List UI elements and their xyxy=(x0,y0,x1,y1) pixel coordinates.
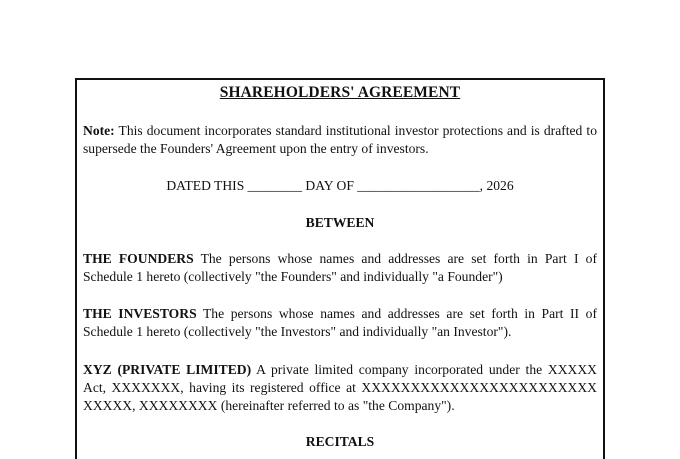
party-name: THE FOUNDERS xyxy=(83,251,194,266)
party-description: The persons whose names and addresses are set forth in Part II of Schedule 1 hereto (collectively "the Investors" and individually "an Investor"). xyxy=(83,306,597,339)
between-heading: BETWEEN xyxy=(305,215,375,230)
party-description: The persons whose names and addresses are set forth in Part I of Schedule 1 hereto (collectively "the Founders" and individually "a Founder") xyxy=(83,251,597,284)
party-description: A private limited company incorporated under the XXXXX Act, XXXXXXX, having its registered office at XXXXXXXXXXXXXXXXXXXXXXXX XXXXX, XXXXXXXX (hereinafter referred to as "the Company"). xyxy=(83,362,597,413)
recitals-heading: RECITALS xyxy=(305,434,375,449)
party-name: XYZ (PRIVATE LIMITED) xyxy=(83,362,252,377)
note-paragraph xyxy=(83,122,597,158)
note-text: This document incorporates standard institutional investor protections and is drafted to supersede the Founders' Agreement upon the entry of investors. xyxy=(83,123,597,156)
party-company xyxy=(83,361,597,415)
document-page xyxy=(75,78,605,459)
note-label: Note: xyxy=(83,123,115,138)
party-investors xyxy=(83,305,597,341)
dated-line: DATED THIS ________ DAY OF __________________, 2026 xyxy=(166,178,514,193)
party-name: THE INVESTORS xyxy=(83,306,197,321)
party-founders xyxy=(83,250,597,286)
document-title: SHAREHOLDERS' AGREEMENT xyxy=(219,84,461,101)
